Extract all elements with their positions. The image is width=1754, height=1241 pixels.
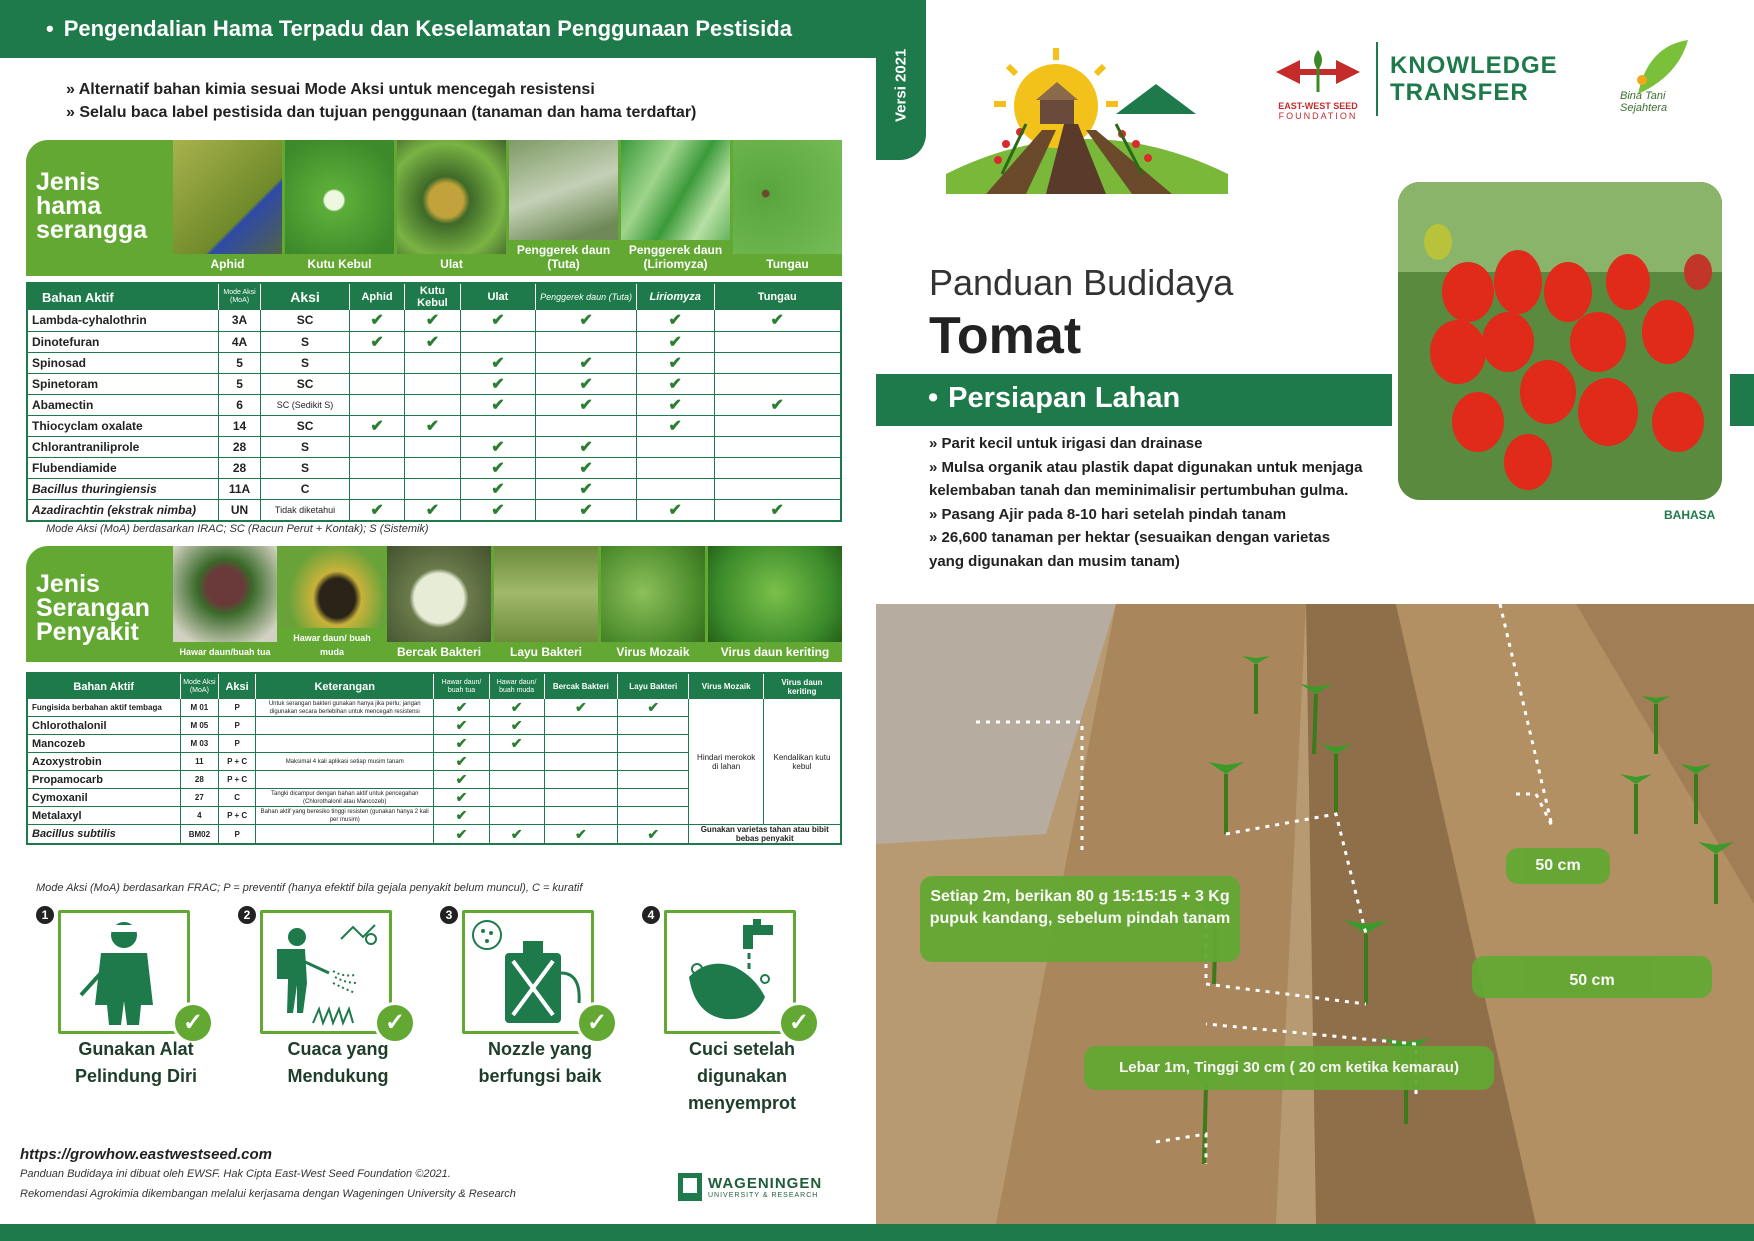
pesticide-tips [66, 78, 696, 124]
empty-cell [636, 457, 714, 478]
pest-photo-liriomyza: Penggerek daun (Liriomyza) [621, 140, 730, 274]
empty-cell [405, 352, 460, 373]
pest-photos [173, 140, 842, 274]
disease-photo-early-blight: Hawar daun/ buah muda [280, 546, 384, 662]
check-icon: ✔ [434, 771, 489, 789]
tip-item: » Selalu baca label pestisida dan tujuan penggunaan (tanaman dan hama terdaftar) [66, 101, 696, 124]
empty-cell [714, 352, 841, 373]
check-icon: ✔ [536, 394, 637, 415]
tip-item: » Alternatif bahan kimia sesuai Mode Aksi untuk mencegah resistensi [66, 78, 696, 101]
check-icon: ✔ [536, 352, 637, 373]
check-icon: ✔ [460, 478, 536, 499]
check-icon: ✔ [714, 394, 841, 415]
disease-table-row: Mancozeb M 03 P ✔ ✔ [27, 735, 841, 753]
empty-cell [636, 436, 714, 457]
version-label: Versi 2021 [892, 48, 910, 122]
empty-cell [405, 373, 460, 394]
disease-photos [173, 546, 842, 662]
pest-table-row: Spinosad 5 S ✔ ✔ ✔ [27, 352, 841, 373]
empty-cell [349, 436, 404, 457]
check-icon: ✔ [434, 789, 489, 807]
disease-table-row: Cymoxanil 27 C Tangki dicampur dengan bahan aktif untuk pencegahan (Chlorothalonil atau Mancozeb) ✔ [27, 789, 841, 807]
check-icon: ✔ [636, 310, 714, 331]
empty-cell [489, 771, 544, 789]
check-icon: ✔ [714, 499, 841, 521]
pest-section-title: Jenis hama serangga [36, 168, 148, 244]
empty-cell [536, 415, 637, 436]
disease-table-row: Bacillus subtilis BM02 P ✔ ✔ ✔ ✔ Gunakan varietas tahan atau bibit bebas penyakit [27, 825, 841, 845]
pest-photo-mites: Tungau [733, 140, 842, 274]
safety-label: Gunakan Alat Pelindung Diri [74, 1039, 197, 1086]
empty-cell [618, 753, 689, 771]
farm-illustration [946, 44, 1228, 194]
empty-cell [544, 717, 617, 735]
check-icon: ✔ [636, 373, 714, 394]
check-icon: ✔ [405, 415, 460, 436]
bina-tani-leaf-icon [1628, 36, 1692, 96]
guide-title: Tomat [929, 307, 1082, 365]
fertilizer-label: Setiap 2m, berikan 80 g 15:15:15 + 3 Kg pupuk kandang, sebelum pindah tanam [920, 876, 1240, 962]
empty-cell [618, 789, 689, 807]
check-icon: ✔ [349, 415, 404, 436]
disease-table-header: Bahan Aktif Mode Aksi (MoA) Aksi Keterangan Hawar daun/ buah tua Hawar daun/ buah muda Bercak Bakteri Layu Bakteri Virus Mozaik Virus daun keriting [27, 673, 841, 699]
check-icon: ✔ [460, 394, 536, 415]
copyright-text: Panduan Budidaya ini dibuat oleh EWSF. Hak Cipta East-West Seed Foundation ©2021. [20, 1168, 451, 1180]
empty-cell [536, 331, 637, 352]
prep-item: » Mulsa organik atau plastik dapat digunakan untuk menjaga kelembaban tanah dan meminimalisir pertumbuhan gulma. [929, 458, 1363, 499]
pest-table-row: Thiocyclam oxalate 14 SC ✔ ✔ ✔ [27, 415, 841, 436]
empty-cell [460, 331, 536, 352]
empty-cell [544, 771, 617, 789]
empty-cell [714, 478, 841, 499]
check-icon: ✔ [434, 825, 489, 845]
pest-table-row: Chlorantraniliprole 28 S ✔ ✔ [27, 436, 841, 457]
logo-divider [1376, 42, 1378, 116]
empty-cell [349, 352, 404, 373]
pest-table-row: Dinotefuran 4A S ✔ ✔ ✔ [27, 331, 841, 352]
check-icon: ✔ [618, 825, 689, 845]
check-icon: ✔ [536, 310, 637, 331]
check-icon: ✔ [434, 717, 489, 735]
disease-photo-late-blight: Hawar daun/buah tua [173, 546, 277, 662]
pest-photo-aphid: Aphid [173, 140, 282, 274]
check-icon: ✔ [489, 735, 544, 753]
disease-section-title: Jenis Serangan Penyakit [36, 570, 150, 646]
check-icon: ✔ [434, 753, 489, 771]
prep-item: » Parit kecil untuk irigasi dan drainase [929, 435, 1203, 452]
disease-photo-mosaic-virus: Virus Mozaik [601, 546, 705, 662]
empty-cell [489, 753, 544, 771]
empty-cell [489, 807, 544, 825]
empty-cell [618, 771, 689, 789]
disease-photo-bacterial-spot: Bercak Bakteri [387, 546, 491, 662]
resistant-variety-note: Gunakan varietas tahan atau bibit bebas penyakit [689, 825, 841, 845]
empty-cell [405, 436, 460, 457]
check-icon: ✔ [536, 457, 637, 478]
bed-size-label: Lebar 1m, Tinggi 30 cm ( 20 cm ketika kemarau) [1084, 1046, 1494, 1090]
check-icon: ✔ [489, 825, 544, 845]
disease-table-row: Metalaxyl 4 P + C Bahan aktif yang beresiko tinggi resisten (gunakan hanya 2 kali per musim) ✔ [27, 807, 841, 825]
pest-photo-whitefly: Kutu Kebul [285, 140, 394, 274]
tomato-photo [1398, 182, 1722, 500]
check-icon: ✔ [636, 352, 714, 373]
spacing-label-vertical: 50 cm [1506, 848, 1610, 884]
prep-item: » 26,600 tanaman per hektar (sesuaikan dengan varietas yang digunakan dan musim tanam) [929, 529, 1331, 570]
guide-subtitle: Panduan Budidaya [929, 262, 1234, 303]
empty-cell [349, 373, 404, 394]
empty-cell [714, 331, 841, 352]
pest-table-row: Lambda-cyhalothrin 3A SC ✔ ✔ ✔ ✔ ✔ ✔ [27, 310, 841, 331]
pest-table-row: Flubendiamide 28 S ✔ ✔ [27, 457, 841, 478]
disease-table-row: Azoxystrobin 11 P + C Maksimal 4 kali aplikasi setiap musim tanam ✔ [27, 753, 841, 771]
check-icon: ✓ [576, 1002, 618, 1044]
empty-cell [349, 478, 404, 499]
disease-table-row: Chlorothalonil M 05 P ✔ ✔ [27, 717, 841, 735]
pest-table-row: Bacillus thuringiensis 11A C ✔ ✔ [27, 478, 841, 499]
ewsf-icon [1270, 46, 1366, 96]
check-icon: ✔ [544, 699, 617, 717]
disease-note: Mode Aksi (MoA) berdasarkan FRAC; P = preventif (hanya efektif bila gejala penyakit belum muncul), C = kuratif [36, 882, 583, 894]
check-icon: ✔ [349, 310, 404, 331]
disease-table [26, 672, 842, 845]
check-icon: ✔ [434, 735, 489, 753]
virus-mozaik-note: Hindari merokok di lahan [689, 699, 763, 825]
disease-photo-bacterial-wilt: Layu Bakteri [494, 546, 598, 662]
wageningen-icon [678, 1173, 702, 1201]
sprayer-tank-icon [462, 910, 594, 1034]
empty-cell [618, 717, 689, 735]
check-icon: ✔ [536, 436, 637, 457]
hand-wash-icon [664, 910, 796, 1034]
virus-keriting-note: Kendalikan kutu kebul [763, 699, 841, 825]
wageningen-logo: WAGENINGEN UNIVERSITY & RESEARCH [678, 1173, 822, 1201]
check-icon: ✓ [374, 1002, 416, 1044]
check-icon: ✔ [405, 310, 460, 331]
check-icon: ✔ [349, 331, 404, 352]
empty-cell [349, 394, 404, 415]
safety-label: Nozzle yang berfungsi baik [478, 1039, 602, 1086]
empty-cell [618, 807, 689, 825]
disease-table-row: Fungisida berbahan aktif tembaga M 01 P Untuk serangan bakteri gunakan hanya jika perlu; jangan digunakan secara berlebihan untuk mencegah resistensi ✔ ✔ ✔ ✔ Hindari merokok di lahan Kendalikan kutu kebul [27, 699, 841, 717]
disease-photo-leaf-curl: Virus daun keriting [708, 546, 842, 662]
empty-cell [405, 457, 460, 478]
empty-cell [460, 415, 536, 436]
check-icon: ✔ [460, 499, 536, 521]
banner-tab [1730, 374, 1754, 426]
check-icon: ✔ [536, 373, 637, 394]
weather-sprayer-icon [260, 910, 392, 1034]
safety-label: Cuci setelah digunakan menyemprot [687, 1039, 797, 1113]
knowledge-transfer-logo: KNOWLEDGE TRANSFER [1390, 52, 1558, 106]
guide-page: • Pengendalian Hama Terpadu dan Keselamatan Penggunaan Pestisida Versi 2021 » Alternatif bahan kimia sesuai Mode Aksi untuk mencegah resistensi » Selalu baca label pestisida dan tujuan penggunaan (tanaman dan hama terdaftar) Jenis hama serangga Aphid Kutu Kebul Ulat Penggerek daun (Tuta) Penggerek daun (Liriomyza) Tungau Bahan Aktif Mode Aksi (MoA) Aksi Aphid Kutu Kebul Ulat Penggerek daun (Tuta) Liriomyza Tungau Lambda-cyhalothrin 3A SC ✔ ✔ ✔ ✔ ✔ ✔ Dinotefuran 4A S ✔ ✔ ✔ Spinosad 5 S ✔ ✔ ✔ Spinetoram 5 SC ✔ ✔ ✔ Abamectin 6 SC (Sedikit S) ✔ ✔ ✔ ✔ Thiocyclam oxalate 14 SC ✔ ✔ ✔ Chlorantraniliprole 28 S ✔ ✔ Flubendiamide 28 S ✔ ✔ Bacillus thuringiensis 11A C ✔ ✔ Azadirachtin (ekstrak nimba) UN Tidak diketahui ✔ ✔ ✔ ✔ ✔ ✔ Mode Aksi (MoA) berdasarkan IRAC; SC (Racun Perut + Kontak); S (Sistemik) Jenis Serangan Penyakit Hawar daun/buah tua Hawar daun/ buah muda Bercak Bakteri Layu Bakteri Virus Mozaik Virus daun keriting Bahan Aktif Mode Aksi (MoA) Aksi Keterangan Hawar daun/ buah tua Hawar daun/ buah muda Bercak Bakteri Layu Bakteri Virus Mozaik Virus daun keriting Fungisida berbahan aktif tembaga M 01 P Untuk serangan bakteri gunakan hanya jika perlu; jangan digunakan secara berlebihan untuk mencegah resistensi ✔ ✔ ✔ ✔ Hindari merokok di lahan Kendalikan kutu kebul Chlorothalonil M 05 P ✔ ✔ Mancozeb M 03 P ✔ ✔ Azoxystrobin 11 P + C Maksimal 4 kali aplikasi setiap musim tanam ✔ Propamocarb 28 P + C ✔ Cymoxanil 27 C Tangki dicampur dengan bahan aktif untuk pencegahan (Chlorothalonil atau Mancozeb) ✔ Metalaxyl 4 P + C Bahan aktif yang beresiko tinggi resisten (gunakan hanya 2 kali per musim) ✔ Bacillus subtilis BM02 P ✔ ✔ ✔ ✔ Gunakan varietas tahan atau bibit bebas penyakit Mode Aksi (MoA) berdasarkan FRAC; P = preventif (hanya efektif bila gejala penyakit belum muncul), C = kuratif 1 ✓ Gunakan Alat Pelindung Diri 2 ✓ Cuaca yang Mendukung 3 ✓ Nozzle yang berfungsi baik 4 ✓ Cuci setelah digunakan menyemprot https://growhow.eastwestseed.com Panduan Budidaya ini dibuat oleh EWSF. Hak Cipta East-West Seed Foundation ©2021. Rekomendasi Agrokimia dikembangan melalui kerjasama dengan Wageningen University & Research WAGENINGEN UNIVERSITY & RESEARCH EAST-WEST SEED FOUNDATION KNOWLEDGE TRANSFER Bina Tani Sejahtera Panduan Budidaya Tomat BAHASA • Persiapan Lahan » Parit kecil untuk irigasi dan drainase » Mulsa organik atau plastik dapat digunakan untuk menjaga kelembaban tanah dan meminimalisir pertumbuhan gulma. » Pasang Ajir pada 8-10 hari setelah pindah tanam » 26,600 tanaman per hektar (sesuaikan dengan varietas yang digunakan dan musim tanam) Setiap 2m, berikan 80 g 15:15:15 + 3 Kg pupuk kandang, sebelum pindah tanam 50 cm 50 cm Lebar 1m, Tinggi 30 cm ( 20 cm ketika kemarau) [0, 0, 1754, 1241]
check-icon: ✔ [489, 699, 544, 717]
check-icon: ✓ [778, 1002, 820, 1044]
empty-cell [714, 436, 841, 457]
empty-cell [544, 807, 617, 825]
check-icon: ✔ [536, 478, 637, 499]
pest-photo-caterpillar: Ulat [397, 140, 506, 274]
check-icon: ✔ [460, 373, 536, 394]
empty-cell [405, 478, 460, 499]
safety-label: Cuaca yang Mendukung [287, 1039, 389, 1086]
check-icon: ✔ [536, 499, 637, 521]
pest-photo-tuta: Penggerek daun (Tuta) [509, 140, 618, 274]
empty-cell [405, 394, 460, 415]
recommendation-text: Rekomendasi Agrokimia dikembangan melalui kerjasama dengan Wageningen University & Research [20, 1188, 516, 1200]
bina-tani-logo: Bina Tani Sejahtera [1620, 90, 1668, 114]
check-icon: ✔ [460, 457, 536, 478]
check-icon: ✔ [434, 807, 489, 825]
check-icon: ✔ [636, 415, 714, 436]
check-icon: ✔ [434, 699, 489, 717]
ewsf-logo: EAST-WEST SEED FOUNDATION [1270, 46, 1366, 121]
empty-cell [544, 735, 617, 753]
growhow-link[interactable]: https://growhow.eastwestseed.com [20, 1146, 272, 1163]
spacing-label-horizontal: 50 cm [1472, 956, 1712, 998]
pest-table-row: Azadirachtin (ekstrak nimba) UN Tidak diketahui ✔ ✔ ✔ ✔ ✔ ✔ [27, 499, 841, 521]
empty-cell [618, 735, 689, 753]
empty-cell [714, 415, 841, 436]
check-icon: ✔ [460, 352, 536, 373]
language-label: BAHASA [1664, 508, 1716, 522]
check-icon: ✔ [349, 499, 404, 521]
check-icon: ✔ [405, 499, 460, 521]
empty-cell [349, 457, 404, 478]
check-icon: ✔ [460, 310, 536, 331]
pest-note: Mode Aksi (MoA) berdasarkan IRAC; SC (Racun Perut + Kontak); S (Sistemik) [46, 523, 429, 535]
check-icon: ✔ [714, 310, 841, 331]
check-icon: ✔ [636, 499, 714, 521]
land-prep-banner: • Persiapan Lahan [876, 374, 1392, 426]
pest-table-header: Bahan Aktif Mode Aksi (MoA) Aksi Aphid Kutu Kebul Ulat Penggerek daun (Tuta) Liriomyza Tungau [27, 283, 841, 310]
prep-item: » Pasang Ajir pada 8-10 hari setelah pindah tanam [929, 505, 1287, 523]
empty-cell [489, 789, 544, 807]
field-bed-photo [876, 604, 1754, 1224]
empty-cell [714, 457, 841, 478]
check-icon: ✔ [489, 717, 544, 735]
pest-table-row: Abamectin 6 SC (Sedikit S) ✔ ✔ ✔ ✔ [27, 394, 841, 415]
bottom-bar [0, 1224, 1754, 1241]
pest-table-row: Spinetoram 5 SC ✔ ✔ ✔ [27, 373, 841, 394]
empty-cell [636, 478, 714, 499]
empty-cell [544, 753, 617, 771]
empty-cell [544, 789, 617, 807]
check-icon: ✔ [405, 331, 460, 352]
check-icon: ✓ [172, 1002, 214, 1044]
ipm-banner: • Pengendalian Hama Terpadu dan Keselamatan Penggunaan Pestisida [0, 0, 926, 58]
check-icon: ✔ [618, 699, 689, 717]
check-icon: ✔ [460, 436, 536, 457]
check-icon: ✔ [636, 394, 714, 415]
pest-table [26, 282, 842, 522]
check-icon: ✔ [636, 331, 714, 352]
empty-cell [714, 373, 841, 394]
land-prep-list [929, 432, 1369, 573]
ppe-icon [58, 910, 190, 1034]
disease-table-row: Propamocarb 28 P + C ✔ [27, 771, 841, 789]
check-icon: ✔ [544, 825, 617, 845]
